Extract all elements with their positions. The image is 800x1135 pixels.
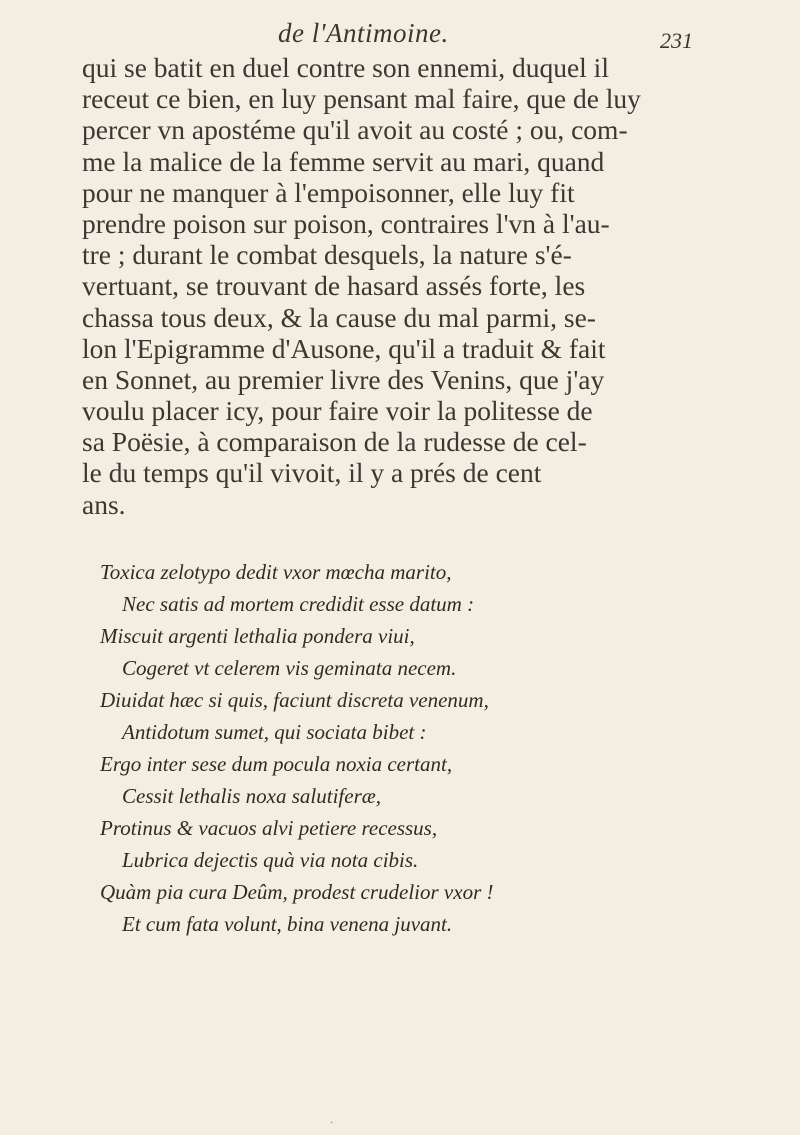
verse-line: Toxica zelotypo dedit vxor mœcha marito, [100, 560, 452, 584]
verse-line: Diuidat hæc si quis, faciunt discreta venenum, [100, 688, 489, 712]
running-title: de l'Antimoine. [278, 18, 449, 48]
prose-line: vertuant, se trouvant de hasard assés forte, les [82, 270, 586, 302]
prose-paragraph [82, 52, 722, 520]
prose-line: ans. [82, 488, 126, 520]
prose-line: le du temps qu'il vivoit, il y a prés de cent [82, 457, 542, 489]
prose-line: lon l'Epigramme d'Ausone, qu'il a traduit & fait [82, 332, 606, 364]
verse-line: Ergo inter sese dum pocula noxia certant, [100, 752, 453, 776]
prose-line: me la malice de la femme servit au mari, quand [82, 145, 605, 177]
prose-line: voulu placer icy, pour faire voir la politesse de [82, 395, 593, 427]
prose-line: tre ; durant le combat desquels, la nature s'é- [82, 239, 572, 271]
verse-line: Nec satis ad mortem credidit esse datum : [122, 592, 475, 616]
prose-line: en Sonnet, au premier livre des Venins, que j'ay [82, 363, 605, 395]
prose-line: sa Poësie, à comparaison de la rudesse de cel- [82, 426, 587, 458]
prose-line: pour ne manquer à l'empoisonner, elle luy fit [82, 176, 575, 208]
verse-line: Et cum fata volunt, bina venena juvant. [122, 912, 453, 936]
prose-line: chassa tous deux, & la cause du mal parmi, se- [82, 301, 596, 333]
verse-line: Quàm pia cura Deûm, prodest crudelior vxor ! [100, 880, 494, 904]
verse-line: Cogeret vt celerem vis geminata necem. [122, 656, 457, 680]
verse-line: Antidotum sumet, qui sociata bibet : [122, 720, 427, 744]
verse-line: Protinus & vacuos alvi petiere recessus, [100, 816, 438, 840]
verse-line: Miscuit argenti lethalia pondera viui, [100, 624, 415, 648]
page-number: 231 [660, 28, 693, 53]
latin-epigram [100, 556, 700, 940]
prose-line: receut ce bien, en luy pensant mal faire, que de luy [82, 83, 641, 115]
verse-line: Cessit lethalis noxa salutiferæ, [122, 784, 382, 808]
prose-line: prendre poison sur poison, contraires l'vn à l'au- [82, 207, 610, 239]
prose-line: percer vn apostéme qu'il avoit au costé ; ou, com- [82, 114, 628, 146]
prose-line: qui se batit en duel contre son ennemi, duquel il [82, 52, 609, 83]
printer-mark: · [330, 1118, 334, 1129]
verse-line: Lubrica dejectis quà via nota cibis. [122, 848, 419, 872]
